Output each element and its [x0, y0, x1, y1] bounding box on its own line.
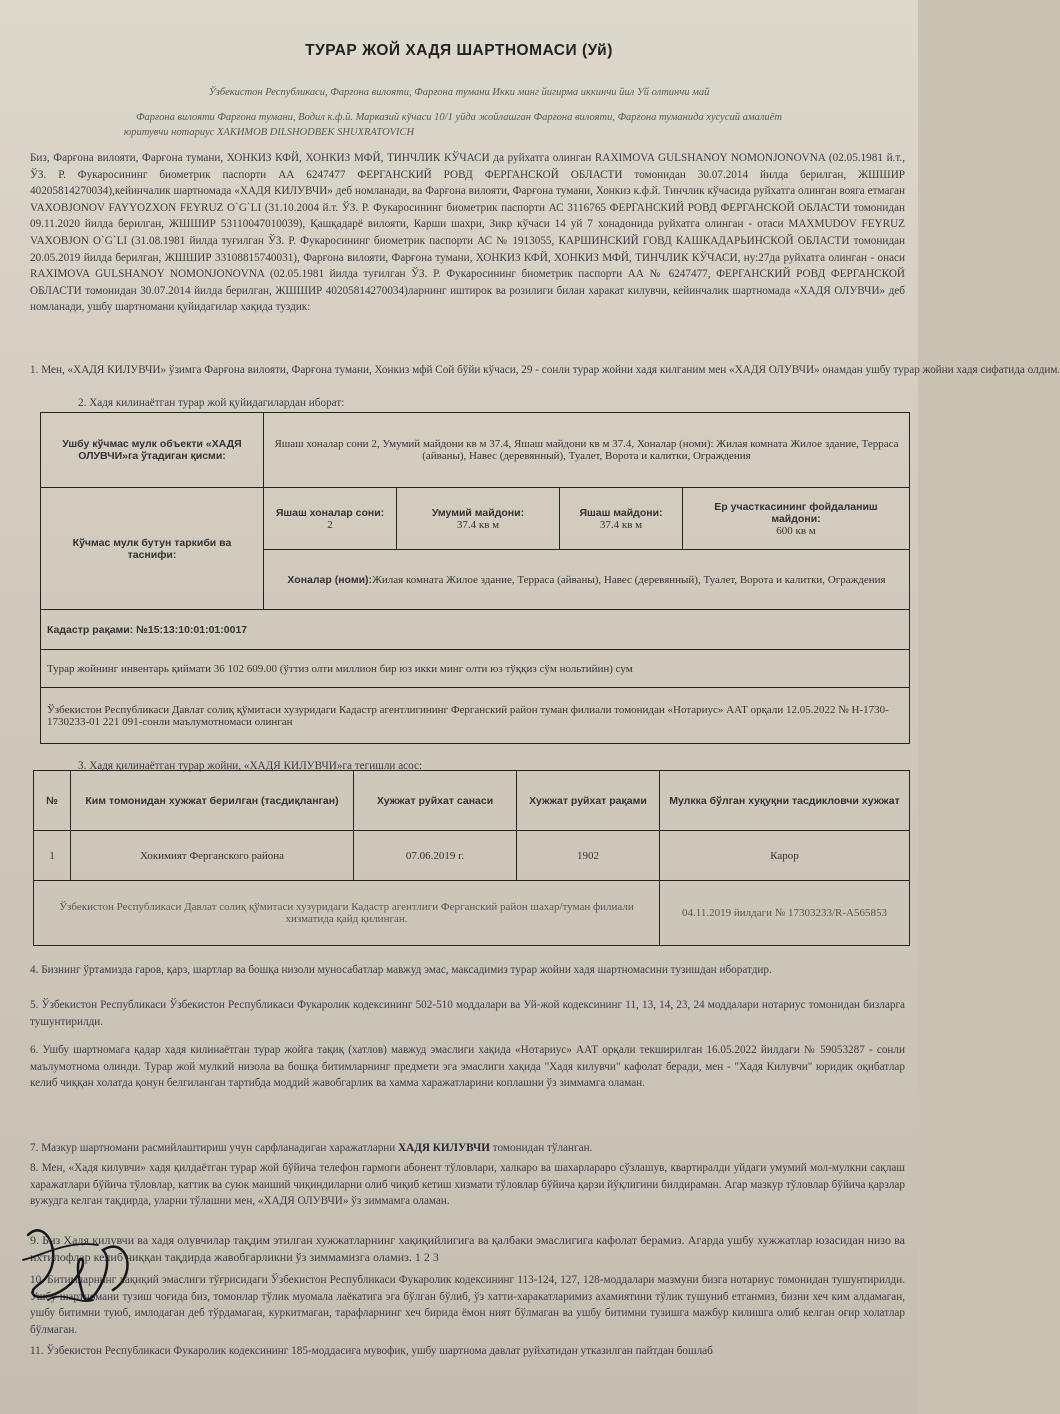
row-doc-type: Карор: [660, 831, 910, 881]
item-4: 4. Бизнинг ўртамизда гаров, қарз, шартлар ва бошқа низоли муносабатлар мавжуд эмас, максадимиз турар жойни хадя шартномасини тузишдан иборатдир.: [30, 964, 772, 976]
item-7: [30, 1140, 905, 1157]
header-issuer: Ким томонидан хужжат берилган (тасдиқланган): [71, 771, 354, 831]
item-11: 11. Ўзбекистон Республикаси Фукаролик кодексининг 185-моддасига мувофик, ушбу шартнома давлат руйхатидан утказилган пайтдан бошлаб: [30, 1345, 713, 1357]
intro-line-2: Фарғона вилояти Фарғона тумани, Водил к.ф.й. Марказий кўчаси 10/1 уйда жойлашган Фарғона вилояти, Фарғона туманида хусусий амалиёт: [136, 112, 782, 123]
row-reg-number: 1902: [517, 831, 660, 881]
ownership-table: [33, 770, 910, 946]
cadastre-source: Ўзбекистон Республикаси Давлат солиқ қўмитаси хузуридаги Кадастр агентлигининг Ферганский район туман филиали томонидан «Нотариус» ААТ орқали 12.05.2022 № Н-1730-1730233-01 221 091-сонли маълумотномаси олинган: [41, 688, 910, 744]
living-rooms-value: 2: [327, 518, 333, 531]
cadastre-number: Кадастр рақами: №15:13:10:01:01:0017: [41, 610, 910, 650]
object-label: Ушбу кўчмас мулк объекти «ХАДЯ ОЛУВЧИ»га ўтадиган қисми:: [41, 413, 264, 488]
header-date: Хужжат руйхат санаси: [354, 771, 517, 831]
document-title: ТУРАР ЖОЙ ХАДЯ ШАРТНОМАСИ (Уй): [305, 42, 613, 59]
living-area-label: Яшаш майдони:: [579, 506, 663, 519]
living-area-value: 37.4 кв м: [599, 518, 643, 531]
item-6: 6. Ушбу шартномага қадар хадя килинаётган турар жойга тақиқ (хатлов) мавжуд эмаслиги хақида «Нотариус» ААТ орқали текширилган 16.05.2022 йилдаги № 59053287 - сонли маълумотнома олинди. Турар жой мулкий низола ва бошқа битимларнинг предмети эга эмаслиги хақида "Хадя килувчи" кафолат беради, мен - "Хадя Килувчи" юридик оқибатлар келиб чиққан холатда қонун белгиланган тартибда моддий жавобгарлик ва хамма харажатларини коплашни ўз зиммамга оламан.: [30, 1044, 905, 1090]
header-number: №: [34, 771, 71, 831]
inventory-value: Турар жойнинг инвентарь қиймати 36 102 609.00 (ўттиз олти миллион бир юз икки минг олти юз тўққиз сўм нольтийин) сум: [41, 650, 910, 688]
land-area-value: 600 кв м: [776, 524, 816, 537]
item-10: 10. Битимларнинг хақиқий эмаслиги тўғрисидаги Ўзбекистон Республикаси Фукаролик кодексининг 113-124, 127, 128-моддалари мазмуни бизга нотариус томонидан тушунтирилди. Ушбу шартномани тузиш чоғида биз, томонлар тўлик муомала лаёкатига эга бўлган бўлиб, ўз хатти-харакатларимиз ахамиятини тўлик тушуниб етганмиз, бизни хеч ким алдамаган, ушбу битимни туюб, имлодаган деб тўрдамаган, куркитмаган, тарафларнинг хеч бирида ёмон ният бўлмаган ва ушбу битимни тузишга мажбур килишга олиб келган оғир холатлар бўлмаган.: [30, 1274, 905, 1336]
land-area-cell: [683, 488, 910, 550]
land-area-label: Ер участкасининг фойдаланиш майдони:: [714, 500, 878, 525]
row-number: 1: [34, 831, 71, 881]
item-9: 9. Биз Хадя килувчи ва хадя олувчилар тақдим этилган хужжатларнинг хақиқийлигига ва қалбаки эмаслигига кафолат берамиз. Агарда ушбу хужжатлар юзасидан низо ва ихтилофлар келиб чиққан тақдирда жавобгарликни ўз зиммамизга оламиз. 1 2 3: [30, 1233, 905, 1264]
rooms-label: Хоналар (номи):: [287, 573, 373, 586]
object-value: Яшаш хоналар сони 2, Умумий майдони кв м 37.4, Яшаш майдони кв м 37.4, Хоналар (номи): Жилая комната Жилое здание, Терраса (айваны), Навес (деревянный), Туалет, Ворота и калитки, Ограждения: [264, 413, 910, 488]
row-issuer: Хокимият Ферганского района: [71, 831, 354, 881]
living-rooms-cell: [264, 488, 397, 550]
rooms-value: Жилая комната Жилое здание, Терраса (айваны), Навес (деревянный), Туалет, Ворота и калитки, Ограждения: [372, 573, 886, 586]
item-2-heading: 2. Хадя килинаётган турар жой қуйидагилардан иборат:: [78, 397, 345, 409]
registry-ref: 04.11.2019 йилдаги № 17303233/R-A565853: [660, 881, 910, 946]
item-7-text-after: томонидан тўланган.: [489, 1142, 593, 1154]
total-area-value: 37.4 кв м: [456, 518, 500, 531]
parties-paragraph: Биз, Фарғона вилояти, Фарғона тумани, ХОНКИЗ КФЙ, ХОНКИЗ МФЙ, ТИНЧЛИК КЎЧАСИ да руйхатга олинган RAXIMOVA GULSHANOY NOMONJONOVNA (02.05.1981 й.т., ЎЗ. Р. Фукаросининг биометрик паспорти АА 6247477 ФЕРГАНСКИЙ РОВД ФЕРГАНСКОЙ ОБЛАСТИ томонидан 30.07.2014 йилда берилган, ЖШШИР 40205814270034),кейинчалик шартномада «ХАДЯ КИЛУВЧИ» деб номланади, ва Фарғона вилояти, Фарғона тумани, Хонкиз к.ф.й. Тинчлик кўчасида руйхатга олинган вояга етмаган VAXOBJONOV FAYYOZXON FEYRUZ O`G`LI (31.10.2004 й.т. ЎЗ. Р. Фукаросининг биометрик паспорти АС 3116765 ФЕРГАНСКИЙ РОВД ФЕРГАНСКОЙ ОБЛАСТИ томонидан 09.11.2020 йилда берилган, ЖШШИР 53110047010039), Қашқадарё вилояти, Карши шахри, Зикр кўчаси 14 уй 7 хонадонида руйхатга олинган - отаси MAXMUDOV FEYRUZ VAXOBJON O`G`LI (31.08.1981 йилда туғилган ЎЗ. Р. Фукаросининг биометрик паспорти АС № 1913055, КАРШИНСКИЙ ГОВД КАШКАДАРЬИНСКОЙ ОБЛАСТИ томонидан 20.05.2019 йилда берилган, ЖШШИР 33108815740031), Фарғона вилояти, Фарғона тумани, ХОНКИЗ КФЙ, ХОНКИЗ МФЙ, ТИНЧЛИК КЎЧАСИ, ну:27да руйхатга олинган - онаси RAXIMOVA GULSHANOY NOMONJONOVNA (02.05.1981 йилда туғилган ЎЗ. Р. Фукаросининг биометрик паспорти АА № 6247477, ФЕРГАНСКИЙ РОВД ФЕРГАНСКОЙ ОБЛАСТИ томонидан 30.07.2014 йилда берилган, ЖШШИР 40205814270034)ларнинг иштирок ва розилиги билан харакат килувчи, кейинчалик шартномада «ХАДЯ ОЛУВЧИ» деб номланади, ушбу шартномани қуйидагилар хақида туздик:: [30, 152, 905, 314]
item-5: 5. Ўзбекистон Республикаси Ўзбекистон Республикаси Фукаролик кодексининг 502-510 моддалари ва Уй-жой кодексининг 11, 13, 14, 23, 24 моддалари нотариус томонидан бизларга тушунтирилди.: [30, 999, 905, 1028]
rooms-cell: [264, 550, 910, 610]
row-date: 07.06.2019 г.: [354, 831, 517, 881]
item-8: 8. Мен, «Хадя килувчи» хадя қилдаётган турар жой бўйича телефон гармоги абонент тўловлари, халкаро ва шахарлараро сўзлашув, квартиралди уйдаги умумий мол-мулкни сақлаш харажатлари бўйича тўловлар, каттик ва суюк маиший чиқиндиларни олиб чиқиб кетиш хизмати тўловлар бўйича қарзи йўқлигини билдираман. Агар мазкур тўловлар бўйича қарзлар вужудга келган тақдирда, уларни тўлашни мен, «ХАДЯ ОЛУВЧИ» ўз зиммамга оламан.: [30, 1162, 905, 1208]
total-area-cell: [397, 488, 560, 550]
intro-line-1: Ўзбекистон Республикаси, Фарғона вилояти, Фарғона тумани Икки минг йигирма иккинчи йил Уй олтинчи май: [208, 87, 710, 98]
item-3-heading: 3. Хадя қилинаётган турар жойни, «ХАДЯ КИЛУВЧИ»га тегишли асос:: [78, 760, 423, 772]
header-doc-type: Мулкка бўлган хуқуқни тасдикловчи хужжат: [660, 771, 910, 831]
composition-label: Кўчмас мулк бутун таркиби ва таснифи:: [41, 488, 264, 610]
intro-line-3: юритувчи нотариус ХАКИМОВ DILSHODBEK SHUXRATOVICH: [123, 127, 415, 138]
total-area-label: Умумий майдони:: [431, 506, 525, 519]
item-7-text-before: 7. Мазкур шартномани расмийлаштириш учун сарфланадиган харажатларни: [30, 1142, 399, 1154]
item-7-bold: ХАДЯ КИЛУВЧИ: [398, 1142, 490, 1154]
registry-text: Ўзбекистон Республикаси Давлат солиқ қўмитаси хузуридаги Кадастр агентлиги Ферганский район шахар/туман филиали хизматида қайд қилинган.: [34, 881, 660, 946]
handwritten-signature: [8, 1205, 148, 1325]
property-table: [40, 412, 910, 744]
living-area-cell: [560, 488, 683, 550]
table-row: [34, 831, 910, 881]
living-rooms-label: Яшаш хоналар сони:: [275, 506, 385, 519]
header-reg-number: Хужжат руйхат рақами: [517, 771, 660, 831]
item-1: 1. Мен, «ХАДЯ КИЛУВЧИ» ўзимга Фарғона вилояти, Фарғона тумани, Хонкиз мфй Сой бўйи кўчаси, 29 - сонли турар жойни хадя килганим мен «ХАДЯ ОЛУВЧИ» онамдан ушбу турар жойни хадя сифатида олдим.: [30, 364, 1060, 376]
